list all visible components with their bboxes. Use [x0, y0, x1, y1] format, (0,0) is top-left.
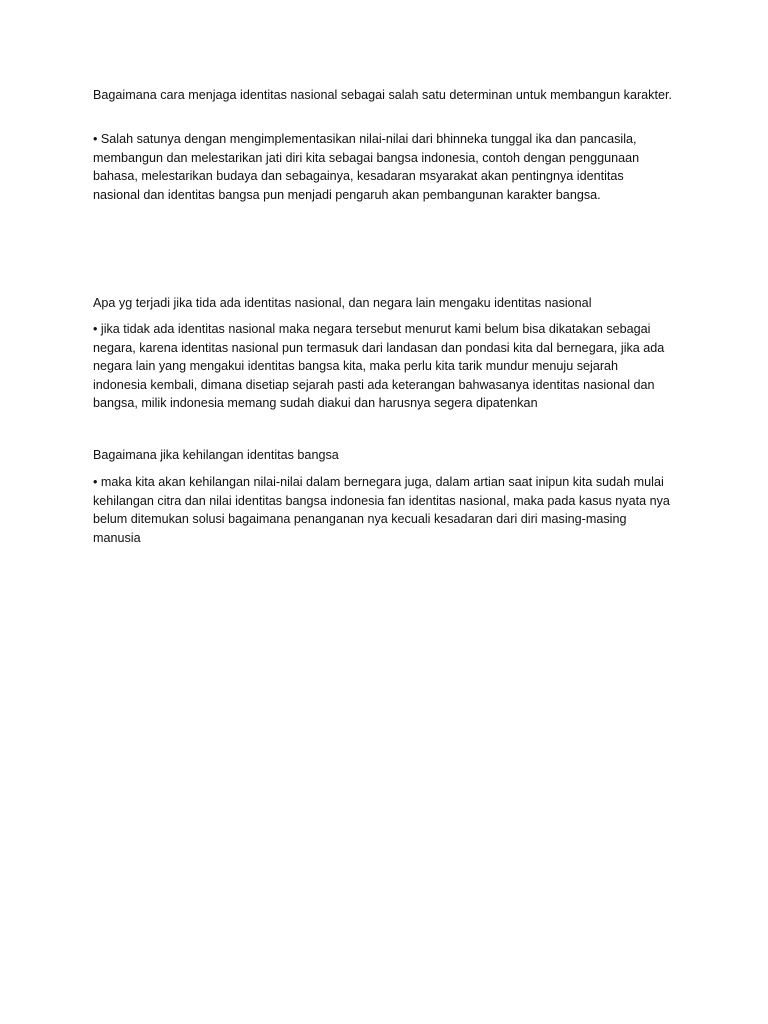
answer-2: • jika tidak ada identitas nasional maka negara tersebut menurut kami belum bisa dikatakan sebagai negara, karena identitas nasional pun termasuk dari landasan dan pondasi kita dal bernegara, jika ada negara lain yang mengakui identitas bangsa kita, maka perlu kita tarik mundur menuju sejarah indonesia kembali, dimana disetiap sejarah pasti ada keterangan bahwasanya identitas nasional dan bangsa, milik indonesia memang sudah diakui dan harusnya segera dipatenkan — [93, 322, 665, 411]
question-2: Apa yg terjadi jika tida ada identitas nasional, dan negara lain mengaku identitas nasional — [93, 296, 592, 310]
answer-1: • Salah satunya dengan mengimplementasikan nilai-nilai dari bhinneka tunggal ika dan pancasila, membangun dan melestarikan jati diri kita sebagai bangsa indonesia, contoh dengan penggunaan bahasa, melestarikan budaya dan sebagainya, kesadaran msyarakat akan pentingnya identitas nasional dan identitas bangsa pun menjadi pengaruh akan pembangunan karakter bangsa. — [93, 132, 640, 202]
answer-3: • maka kita akan kehilangan nilai-nilai dalam bernegara juga, dalam artian saat inipun kita sudah mulai kehilangan citra dan nilai identitas bangsa indonesia fan identitas nasional, maka pada kasus nyata nya belum ditemukan solusi bagaimana penanganan nya kecuali kesadaran dari diri masing-masing manusia — [93, 475, 670, 545]
question-3: Bagaimana jika kehilangan identitas bangsa — [93, 448, 339, 462]
question-1: Bagaimana cara menjaga identitas nasional sebagai salah satu determinan untuk membangun karakter. — [93, 88, 672, 102]
